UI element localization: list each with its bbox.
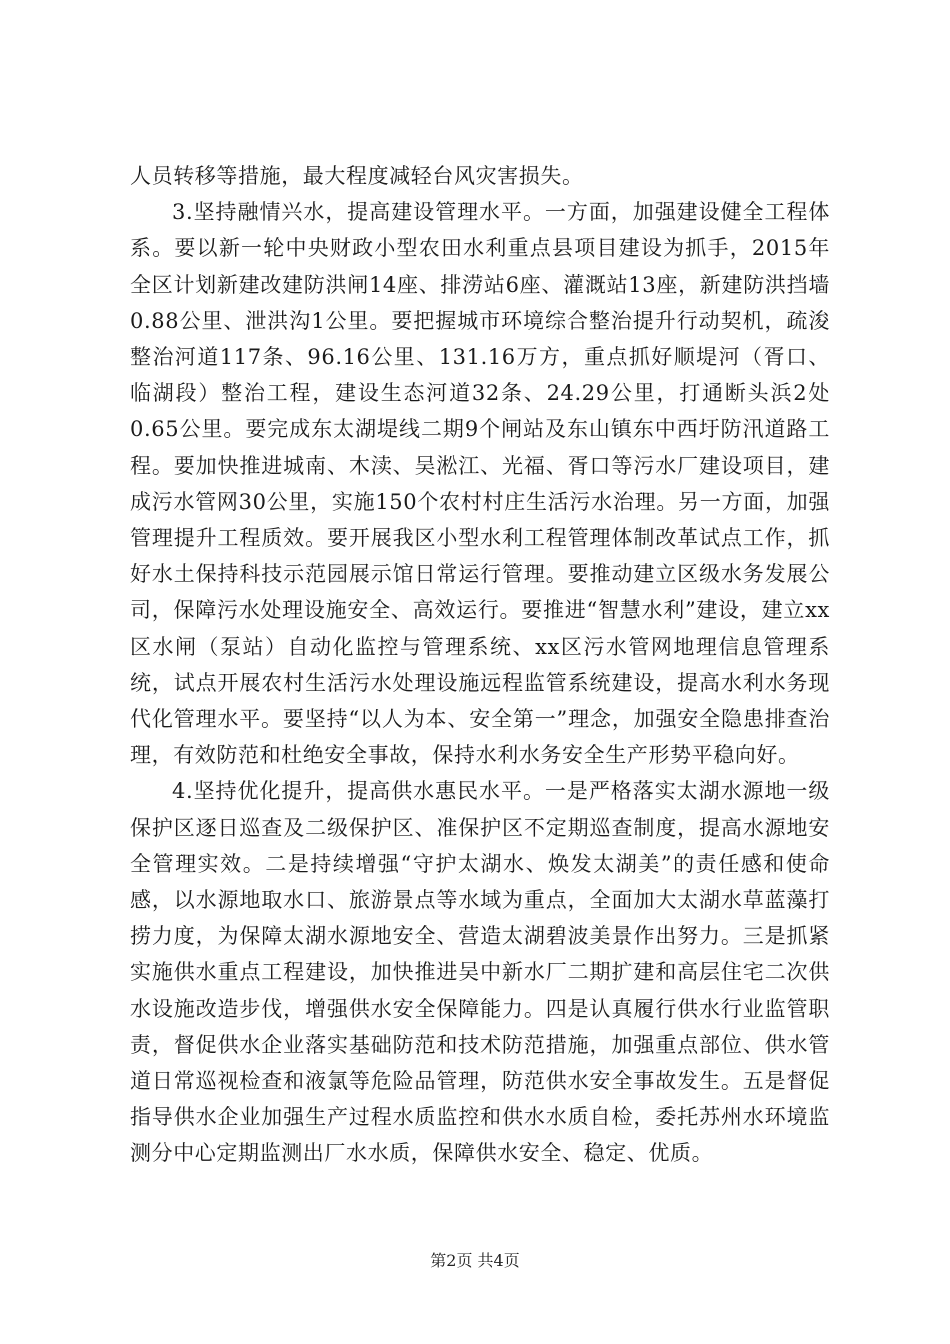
paragraph-section-4: 4.坚持优化提升，提高供水惠民水平。一是严格落实太湖水源地一级保护区逐日巡查及二级保护区、准保护区不定期巡查制度，提高水源地安全管理实效。二是持续增强“守护太湖水、焕发太湖美”的责任感和使命感，以水源地取水口、旅游景点等水域为重点，全面加大太湖水草蓝藻打捞力度，为保障太湖水源地安全、营造太湖碧波美景作出努力。三是抓紧实施供水重点工程建设，加快推进吴中新水厂二期扩建和高层住宅二次供水设施改造步伐，增强供水安全保障能力。四是认真履行供水行业监管职责，督促供水企业落实基础防范和技术防范措施，加强重点部位、供水管道日常巡视检查和液氯等危险品管理，防范供水安全事故发生。五是督促指导供水企业加强生产过程水质监控和供水水质自检，委托苏州水环境监测分中心定期监测出厂水水质，保障供水安全、稳定、优质。	[130, 779, 830, 1166]
page-footer: 第2页 共4页	[430, 1251, 520, 1270]
document-body	[130, 158, 830, 1172]
paragraph-continuation: 人员转移等措施，最大程度减轻台风灾害损失。	[130, 164, 584, 188]
paragraph-section-3: 3.坚持融情兴水，提高建设管理水平。一方面，加强建设健全工程体系。要以新一轮中央财政小型农田水利重点县项目建设为抓手，2015年全区计划新建改建防洪闸14座、排涝站6座、灌溉站13座，新建防洪挡墙0.88公里、泄洪沟1公里。要把握城市环境综合整治提升行动契机，疏浚整治河道117条、96.16公里、131.16万方，重点抓好顺堤河（胥口、临湖段）整治工程，建设生态河道32条、24.29公里，打通断头浜2处0.65公里。要完成东太湖堤线二期9个闸站及东山镇东中西圩防汛道路工程。要加快推进城南、木渎、吴淞江、光福、胥口等污水厂建设项目，建成污水管网30公里，实施150个农村村庄生活污水治理。另一方面，加强管理提升工程质效。要开展我区小型水利工程管理体制改革试点工作，抓好水土保持科技示范园展示馆日常运行管理。要推动建立区级水务发展公司，保障污水处理设施安全、高效运行。要推进“智慧水利”建设，建立xx区水闸（泵站）自动化监控与管理系统、xx区污水管网地理信息管理系统，试点开展农村生活污水处理设施远程监管系统建设，提高水利水务现代化管理水平。要坚持“以人为本、安全第一”理念，加强安全隐患排查治理，有效防范和杜绝安全事故，保持水利水务安全生产形势平稳向好。	[130, 200, 830, 768]
